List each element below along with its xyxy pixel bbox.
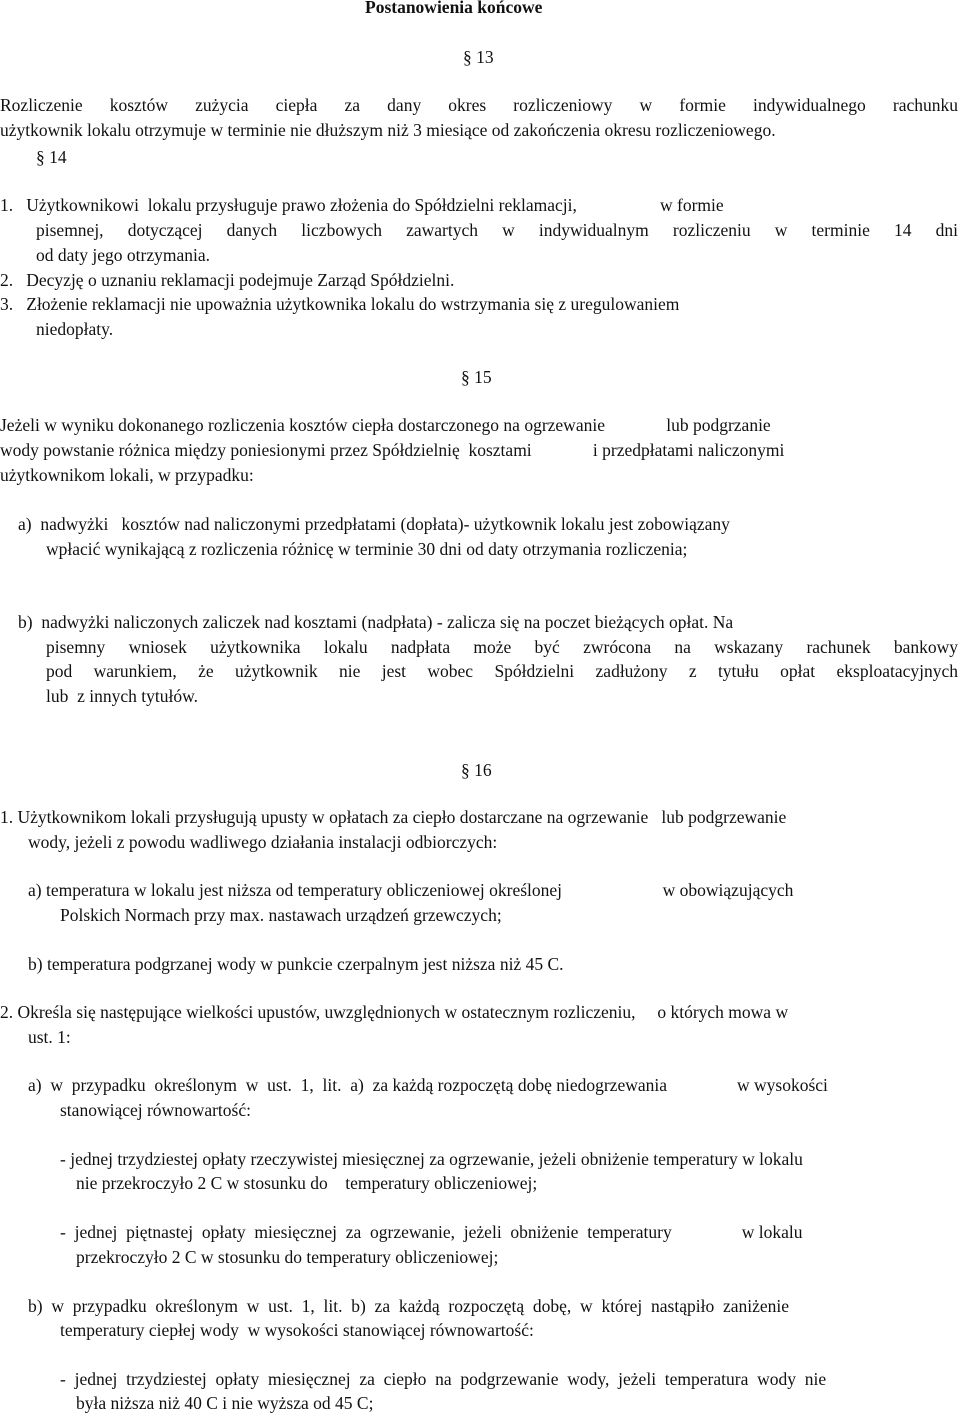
page-title: Postanowienia końcowe [365,0,543,17]
section-16-item-1b: b) temperatura podgrzanej wody w punkcie czerpalnym jest niższa niż 45 C. [28,954,564,974]
section-15-item-b-line-4: lub z innych tytułów. [46,686,198,706]
section-16-item-1-line-2: wody, jeżeli z powodu wadliwego działania instalacji odbiorczych: [28,832,498,852]
section-14-item-2: 2. Decyzję o uznaniu reklamacji podejmuje Zarząd Spółdzielni. [0,270,455,290]
section-16-item-2a-dash-1-line-1: - jednej trzydziestej opłaty rzeczywistej miesięcznej za ogrzewanie, jeżeli obniżenie temperatury w lokalu [60,1149,803,1169]
section-16-item-2a-dash-2-line-2: przekroczyło 2 C w stosunku do temperatury obliczeniowej; [76,1247,499,1267]
section-16-item-2a-dash-1-line-2: nie przekroczyło 2 C w stosunku do temperatury obliczeniowej; [76,1173,538,1193]
section-16-item-2-line-2: ust. 1: [28,1027,71,1047]
section-13-heading: § 13 [463,47,494,67]
section-16-item-2-line-1: 2. Określa się następujące wielkości upustów, uwzględnionych w ostatecznym rozliczeniu, o których mowa w [0,1002,789,1022]
section-15-intro-line-1: Jeżeli w wyniku dokonanego rozliczenia kosztów ciepła dostarczonego na ogrzewanie lub podgrzanie [0,415,771,435]
section-14-item-1-line-3: od daty jego otrzymania. [36,245,210,265]
section-16-item-2a-dash-2-line-1: - jednej piętnastej opłaty miesięcznej za ogrzewanie, jeżeli obniżenie temperatury w lokalu [60,1222,803,1242]
section-13-line-2: użytkownik lokalu otrzymuje w terminie nie dłuższym niż 3 miesiące od zakończenia okresu rozliczeniowego. [0,120,776,140]
section-15-item-b-line-3: pod warunkiem, że użytkownik nie jest wobec Spółdzielni zadłużony z tytułu opłat eksploatacyjnych [46,661,958,681]
section-15-item-b-line-1: b) nadwyżki naliczonych zaliczek nad kosztami (nadpłata) - zalicza się na poczet bieżących opłat. Na [18,612,734,632]
section-14-item-1-line-1: 1. Użytkownikowi lokalu przysługuje prawo złożenia do Spółdzielni reklamacji, w formie [0,195,724,215]
section-16-item-2b-dash-1-line-2: była niższa niż 40 C i nie wyższa od 45 C; [76,1393,374,1413]
section-15-item-b-line-2: pisemny wniosek użytkownika lokalu nadpłata może być zwrócona na wskazany rachunek bankowy [46,637,958,657]
section-16-item-2b-dash-1-line-1: - jednej trzydziestej opłaty miesięcznej za ciepło na podgrzewanie wody, jeżeli temperatura wody nie [60,1369,827,1389]
section-14-item-3-line-2: niedopłaty. [36,319,114,339]
section-16-item-2a-line-2: stanowiącej równowartość: [60,1100,251,1120]
section-15-intro-line-3: użytkownikom lokali, w przypadku: [0,465,254,485]
section-15-item-a-line-1: a) nadwyżki kosztów nad naliczonymi przedpłatami (dopłata)- użytkownik lokalu jest zobowiązany [18,514,730,534]
section-14-item-3-line-1: 3. Złożenie reklamacji nie upoważnia użytkownika lokalu do wstrzymania się z uregulowaniem [0,294,680,314]
section-14-heading: § 14 [36,147,67,167]
section-16-item-1a-line-1: a) temperatura w lokalu jest niższa od temperatury obliczeniowej określonej w obowiązujących [28,880,794,900]
section-15-item-a-line-2: wpłacić wynikającą z rozliczenia różnicę w terminie 30 dni od daty otrzymania rozliczenia; [46,539,688,559]
section-15-intro-line-2: wody powstanie różnica między poniesionymi przez Spółdzielnię kosztami i przedpłatami naliczonymi [0,440,785,460]
section-16-item-1a-line-2: Polskich Normach przy max. nastawach urządzeń grzewczych; [60,905,502,925]
section-16-heading: § 16 [461,760,492,780]
section-14-item-1-line-2: pisemnej, dotyczącej danych liczbowych zawartych w indywidualnym rozliczeniu w terminie 14 dni [36,220,958,240]
section-16-item-2b-line-2: temperatury ciepłej wody w wysokości stanowiącej równowartość: [60,1320,534,1340]
section-16-item-2b-line-1: b) w przypadku określonym w ust. 1, lit. b) za każdą rozpoczętą dobę, w której nastąpiło zaniżenie [28,1296,790,1316]
section-16-item-1-line-1: 1. Użytkownikom lokali przysługują upusty w opłatach za ciepło dostarczane na ogrzewanie lub podgrzewanie [0,807,787,827]
section-16-item-2a-line-1: a) w przypadku określonym w ust. 1, lit. a) za każdą rozpoczętą dobę niedogrzewania w wysokości [28,1075,828,1095]
section-15-heading: § 15 [461,367,492,387]
section-13-line-1: Rozliczenie kosztów zużycia ciepła za dany okres rozliczeniowy w formie indywidualnego rachunku [0,95,958,115]
